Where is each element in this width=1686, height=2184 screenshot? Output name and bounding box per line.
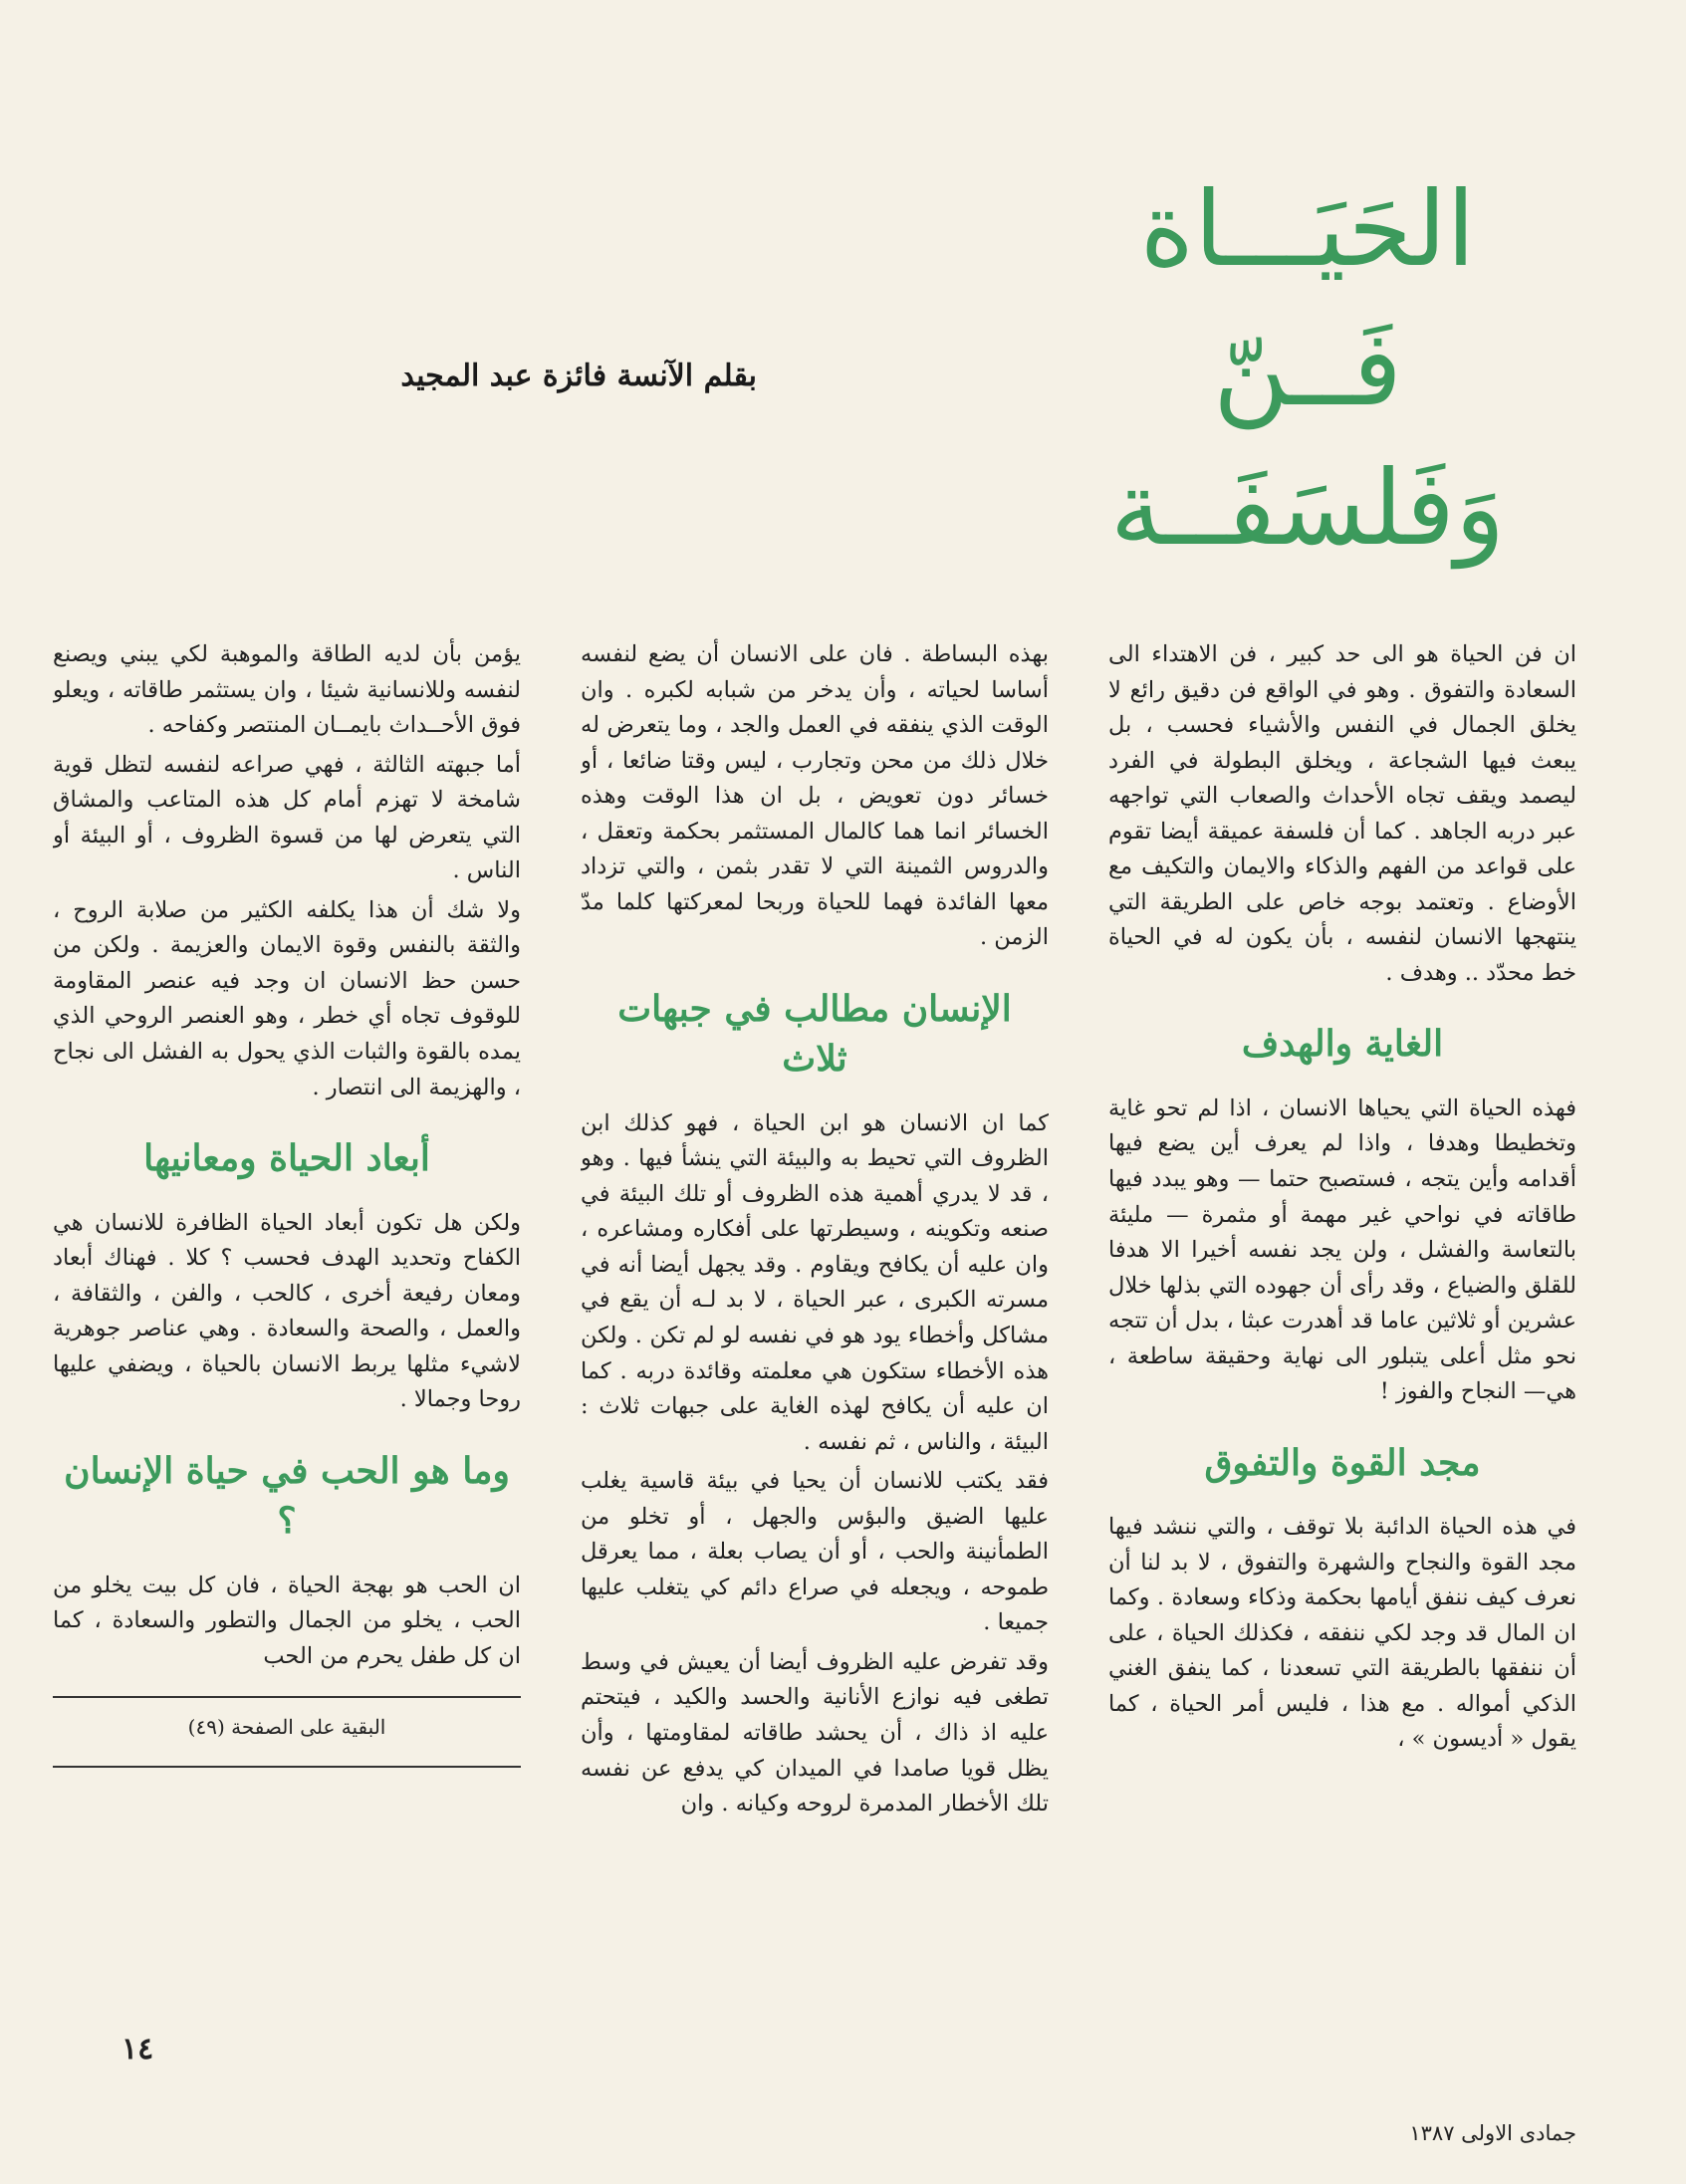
title-line-3: وَفَلسَفَــة	[1109, 447, 1506, 569]
section-heading: الغاية والهدف	[1241, 1023, 1444, 1066]
section-heading: أبعاد الحياة ومعانيها	[143, 1137, 430, 1180]
paragraph: فقد يكتب للانسان أن يحيا في بيئة قاسية يغلب عليها الضيق والبؤس والجهل ، أو تخلو من الطمأنينة والحب ، أو أن يصاب بعلة ، مما يعرقل طموحه ، ويجعله في صراع دائم كي يتغلب عليها جميعا .	[581, 1468, 1049, 1636]
section-heading: الإنسان مطالب في جبهات ثلاث	[617, 987, 1012, 1081]
column-right	[1108, 637, 1576, 1992]
title-line-2: فَــنّ	[1213, 308, 1402, 429]
paragraph: ولا شك أن هذا يكلفه الكثير من صلابة الروح ، والثقة بالنفس وقوة الايمان والعزيمة . ولكن من حسن حظ الانسان ان وجد فيه عنصر المقاومة للوقوف تجاه أي خطر ، وهو العنصر الروحي الذي يمده بالقوة والثبات الذي يحول به الفشل الى نجاح ، والهزيمة الى انتصار .	[53, 896, 521, 1100]
paragraph: يؤمن بأن لديه الطاقة والموهبة لكي يبني ويصنع لنفسه وللانسانية شيئا ، وان يستثمر طاقاته ، ويعلو فوق الأحــداث بايمــان المنتصر وكفاحه .	[53, 641, 521, 739]
paragraph: فهذه الحياة التي يحياها الانسان ، اذا لم تحو غاية وتخطيطا وهدفا ، واذا لم يعرف أين يضع فيها أقدامه وأين يتجه ، فستصبح حتما — وهو يبدد فيها طاقاته في نواحي غير مهمة أو مثمرة — مليئة بالتعاسة والفشل ، ولن يجد نفسه أخيرا الا هدفا للقلق والضياع ، وقد رأى أن جهوده التي بذلها خلال عشرين أو ثلاثين عاما قد أهدرت عبثا ، بدل أن تتجه نحو مثل أعلى يتبلور الى نهاية وحقيقة ساطعة ، هي— النجاح والفوز !	[1108, 1094, 1576, 1405]
column-left	[53, 637, 521, 1992]
divider	[53, 1696, 521, 1698]
section-heading: مجد القوة والتفوق	[1204, 1441, 1481, 1484]
paragraph: وقد تفرض عليه الظروف أيضا أن يعيش في وسط تطغى فيه نوازع الأنانية والحسد والكيد ، فيتحتم عليه اذ ذاك ، أن يحشد طاقاته لمقاومتها ، وأن يظل قويا صامدا في الميدان كي يدفع عن نفسه تلك الأخطار المدمرة لروحه وكيانه . وان	[581, 1648, 1049, 1818]
continued-note: البقية على الصفحة (٤٩)	[187, 1715, 386, 1740]
title-line-1: الحَيَـــاة	[1139, 168, 1476, 290]
paragraph: بهذه البساطة . فان على الانسان أن يضع لنفسه أساسا لحياته ، وأن يدخر من شبابه لكبره . وان الوقت الذي ينفقه في العمل والجد ، وما يتعرض له خلال ذلك من محن وتجارب ، ليس وقتا ضائعا ، أو خسائر دون تعويض ، بل ان هذا الوقت وهذه الخسائر انما هما كالمال المستثمر بحكمة وتعقل ، والدروس الثمينة التي لا تقدر بثمن ، والتي تزداد معها الفائدة فهما للحياة وربحا لمعركتها كلما مدّ الزمن .	[581, 641, 1049, 951]
paragraph: ان فن الحياة هو الى حد كبير ، فن الاهتداء الى السعادة والتفوق . وهو في الواقع فن دقيق رائع لا يخلق الجمال في النفس والأشياء فحسب ، بل يبعث فيها الشجاعة ، ويخلق البطولة في الفرد ليصمد ويقف تجاه الأحداث والصعاب التي تواجهه عبر دربه الجاهد . كما أن فلسفة عميقة أيضا تقوم على قواعد من الفهم والذكاء والايمان والتكيف مع الأوضاع . وتعتمد بوجه خاص على الطريقة التي ينتهجها الانسان لنفسه ، بأن يكون له في الحياة خط محدّد .. وهدف .	[1108, 641, 1576, 986]
paragraph: في هذه الحياة الدائبة بلا توقف ، والتي ننشد فيها مجد القوة والنجاح والشهرة والتفوق ، لا بد لنا أن نعرف كيف ننفق أيامها بحكمة وذكاء وسعادة . وكما ان المال قد وجد لكي ننفقه ، فكذلك الحياة ، على أن ننفقها بالطريقة التي تسعدنا ، كما ينفق الغني الذكي أمواله . مع هذا ، فليس أمر الحياة ، كما يقول « أديسون » ،	[1108, 1514, 1576, 1753]
paragraph: ولكن هل تكون أبعاد الحياة الظافرة للانسان هي الكفاح وتحديد الهدف فحسب ؟ كلا . فهناك أبعاد ومعان رفيعة أخرى ، كالحب ، والفن ، والثقافة ، والعمل ، والصحة والسعادة . وهي عناصر جوهرية لاشيء مثلها يربط الانسان بالحياة ، ويضفي عليها روحا وجمالا .	[53, 1209, 521, 1413]
issue-date: جمادى الاولى ١٣٨٧	[1409, 2121, 1576, 2145]
page-number: ١٤	[121, 2032, 154, 2066]
column-middle	[581, 637, 1049, 1992]
paragraph: ان الحب هو بهجة الحياة ، فان كل بيت يخلو من الحب ، يخلو من الجمال والتطور والسعادة ، كما ان كل طفل يحرم من الحب	[53, 1572, 521, 1669]
divider	[53, 1766, 521, 1768]
paragraph: أما جبهته الثالثة ، فهي صراعه لنفسه لتظل قوية شامخة لا تهزم أمام كل هذه المتاعب والمشاق التي يتعرض لها من قسوة الظروف ، أو البيئة أو الناس .	[53, 751, 521, 884]
section-heading: وما هو الحب في حياة الإنسان ؟	[64, 1449, 510, 1543]
paragraph: كما ان الانسان هو ابن الحياة ، فهو كذلك ابن الظروف التي تحيط به والبيئة التي ينشأ فيها . وهو ، قد لا يدري أهمية هذه الظروف أو تلك البيئة في صنعه وتكوينه ، وسيطرتها على أفكاره ومشاعره ، وان عليه أن يكافح ويقاوم . وقد يجهل أيضا أنه في مسرته الكبرى ، عبر الحياة ، لا بد لـه أن يقع في مشاكل وأخطاء يود هو في نفسه لو لم تكن . ولكن هذه الأخطاء ستكون هي معلمته وقائدة دربه . كما ان عليه أن يكافح لهذه الغاية على جبهات ثلاث : البيئة ، والناس ، ثم نفسه .	[581, 1109, 1049, 1455]
article-title	[1029, 159, 1586, 578]
author-byline: بقلم الآنسة فائزة عبد المجيد	[400, 359, 757, 393]
